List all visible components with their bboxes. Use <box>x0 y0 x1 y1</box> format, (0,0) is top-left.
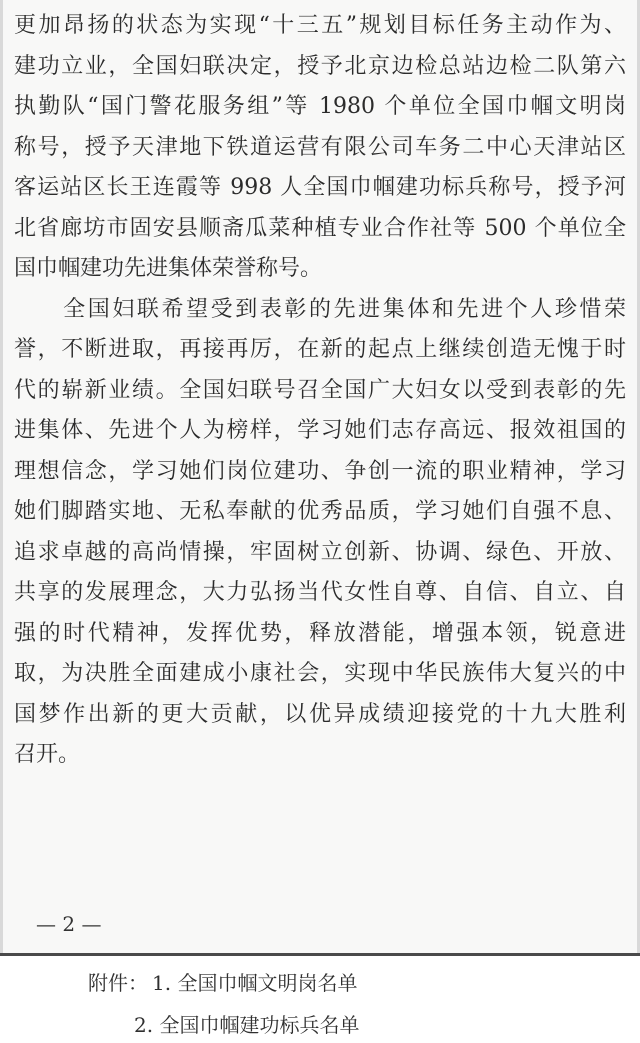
text-line: 全国妇联希望受到表彰的先进集体和先进个人珍惜荣 <box>14 296 626 322</box>
text-line: 建功立业，全国妇联决定，授予北京边检总站边检二队第六 <box>14 53 626 79</box>
text-line: 理想信念，学习她们岗位建功、争创一流的职业精神，学习 <box>14 458 626 484</box>
attachment-item <box>134 1010 359 1040</box>
text-line: 国巾帼建功先进集体荣誉称号。 <box>14 256 323 281</box>
text-line: 更加昂扬的状态为实现“十三五”规划目标任务主动作为、 <box>14 13 626 38</box>
attachment-label: 附件： <box>88 971 148 995</box>
text-line: 誉，不断进取，再接再厉，在新的起点上继续创造无愧于时 <box>14 337 626 362</box>
attachment-item-text: 2. 全国巾帼建功标兵名单 <box>134 1013 360 1037</box>
attachment-item <box>88 968 357 998</box>
attachment-item-text: 1. 全国巾帼文明岗名单 <box>152 971 358 995</box>
text-line: 取，为决胜全面建成小康社会，实现中华民族伟大复兴的中 <box>14 661 626 686</box>
text-line: 强的时代精神，发挥优势，释放潜能，增强本领，锐意进 <box>14 620 626 646</box>
body-text <box>14 6 626 776</box>
document-page-lower <box>0 956 640 1043</box>
text-line: 代的崭新业绩。全国妇联号召全国广大妇女以受到表彰的先 <box>14 377 626 403</box>
text-line: 她们脚踏实地、无私奉献的优秀品质，学习她们自强不息、 <box>14 499 626 524</box>
text-line: 执勤队“国门警花服务组”等 1980 个单位全国巾帼文明岗 <box>14 94 626 119</box>
text-line: 共享的发展理念，大力弘扬当代女性自尊、自信、自立、自 <box>14 580 626 605</box>
page-number: — 2 — <box>36 912 102 936</box>
text-line: 召开。 <box>14 742 81 767</box>
text-line: 北省廊坊市固安县顺斋瓜菜种植专业合作社等 500 个单位全 <box>14 215 626 241</box>
text-line: 进集体、先进个人为榜样，学习她们志存高远、报效祖国的 <box>14 418 626 443</box>
text-line: 国梦作出新的更大贡献，以优异成绩迎接党的十九大胜利 <box>14 701 626 727</box>
text-line: 追求卓越的高尚情操，牢固树立创新、协调、绿色、开放、 <box>14 539 626 565</box>
text-line: 客运站区长王连霞等 998 人全国巾帼建功标兵称号，授予河 <box>14 175 626 200</box>
text-line: 称号，授予天津地下铁道运营有限公司车务二中心天津站区 <box>14 134 626 160</box>
